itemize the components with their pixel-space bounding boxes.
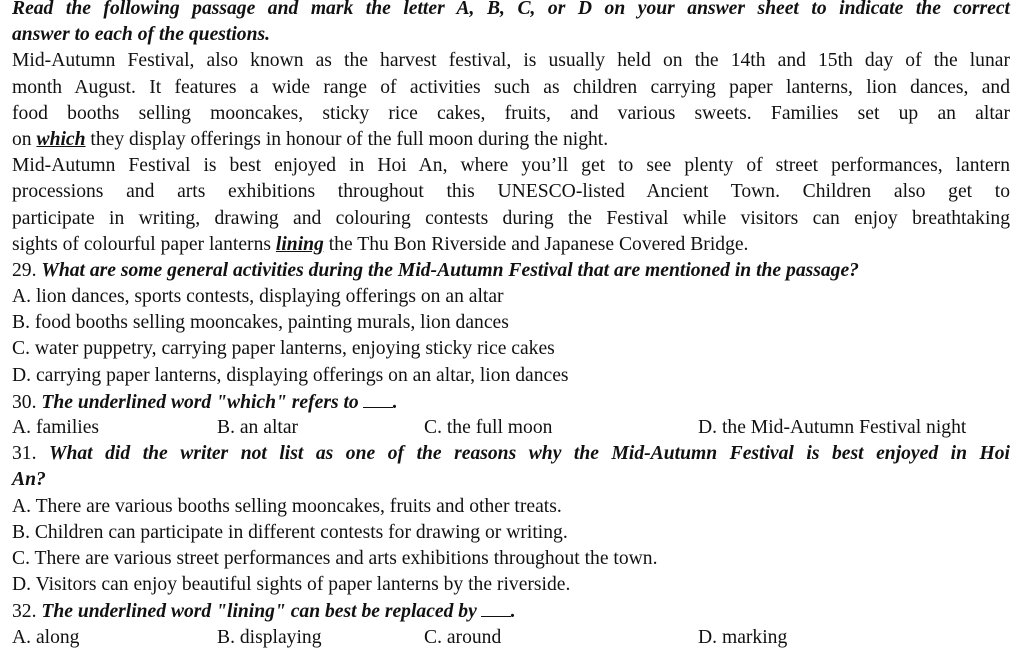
q32-option-b[interactable]: B. displaying [217, 626, 322, 648]
question-32 [12, 598, 1010, 624]
instruction-line-2: answer to each of the questions. [12, 24, 271, 46]
question-end: . [392, 391, 398, 413]
q30-option-a[interactable]: A. families [12, 417, 100, 438]
q31-option-a[interactable]: A. There are various booths selling mooncakes, fruits and other treats. [12, 495, 562, 517]
q29-option-d[interactable]: D. carrying paper lanterns, displaying offerings on an altar, lion dances [12, 364, 569, 386]
question-number: 31. [12, 443, 50, 465]
passage-text: on [12, 128, 37, 150]
passage-p1-line-4 [12, 127, 1010, 153]
question-31 [12, 441, 1010, 467]
answer-blank [363, 389, 393, 408]
q30-option-d[interactable]: D. the Mid-Autumn Festival night [698, 417, 967, 438]
passage-p2-line-4 [12, 232, 1010, 258]
q32-option-c[interactable]: C. around [424, 626, 502, 648]
passage-p2-line-3: participate in writing, drawing and colouring contests during the Festival while visitors can enjoy breathtaking [12, 207, 1010, 229]
question-29 [12, 258, 1010, 284]
q32-option-d[interactable]: D. marking [698, 626, 788, 648]
passage-text: sights of colourful paper lanterns [12, 233, 276, 255]
passage-p1-line-3: food booths selling mooncakes, sticky rice cakes, fruits, and various sweets. Families set up an altar [12, 102, 1010, 124]
q31-option-b[interactable]: B. Children can participate in different contests for drawing or writing. [12, 521, 568, 543]
question-number: 32. [12, 601, 42, 623]
q32-options [12, 625, 1010, 651]
passage-p1-line-1: Mid-Autumn Festival, also known as the harvest festival, is usually held on the 14th and 15th day of the lunar [12, 50, 1010, 72]
question-30 [12, 389, 1010, 415]
q29-option-a[interactable]: A. lion dances, sports contests, displaying offerings on an altar [12, 286, 504, 308]
q29-option-b[interactable]: B. food booths selling mooncakes, painting murals, lion dances [12, 312, 509, 334]
question-text: What did the writer not list as one of the reasons why the Mid-Autumn Festival is best enjoyed in Hoi [49, 443, 1011, 465]
q29-option-c[interactable]: C. water puppetry, carrying paper lanterns, enjoying sticky rice cakes [12, 338, 555, 360]
q30-options [12, 415, 1010, 441]
instruction-line-1: Read the following passage and mark the letter A, B, C, or D on your answer sheet to indicate the correct [12, 0, 1010, 19]
underlined-word-which: which [36, 128, 86, 150]
passage-text: the Thu Bon Riverside and Japanese Covered Bridge. [323, 233, 749, 255]
question-text: What are some general activities during the Mid-Autumn Festival that are mentioned in the passage? [41, 259, 859, 281]
q31-option-c[interactable]: C. There are various street performances and arts exhibitions throughout the town. [12, 547, 658, 569]
exam-page [12, 0, 1010, 651]
question-text: The underlined word "which" refers to [41, 391, 359, 413]
question-end: . [510, 601, 516, 623]
answer-blank [481, 598, 511, 617]
passage-text: they display offerings in honour of the full moon during the night. [85, 128, 609, 150]
q30-option-b[interactable]: B. an altar [217, 417, 299, 438]
q30-option-c[interactable]: C. the full moon [424, 417, 553, 438]
passage-p1-line-2: month August. It features a wide range of activities such as children carrying paper lanterns, lion dances, and [12, 76, 1010, 98]
question-text: The underlined word "lining" can best be replaced by [41, 601, 477, 623]
passage-p2-line-2: processions and arts exhibitions throughout this UNESCO-listed Ancient Town. Children also get to [12, 181, 1010, 203]
q31-option-d[interactable]: D. Visitors can enjoy beautiful sights of paper lanterns by the riverside. [12, 574, 571, 596]
q32-option-a[interactable]: A. along [12, 626, 80, 648]
underlined-word-lining: lining [275, 233, 324, 255]
question-number: 29. [12, 259, 42, 281]
question-number: 30. [12, 391, 42, 413]
question-31-line-2: An? [12, 469, 46, 491]
passage-p2-line-1: Mid-Autumn Festival is best enjoyed in Hoi An, where you’ll get to see plenty of street performances, lantern [12, 155, 1010, 177]
